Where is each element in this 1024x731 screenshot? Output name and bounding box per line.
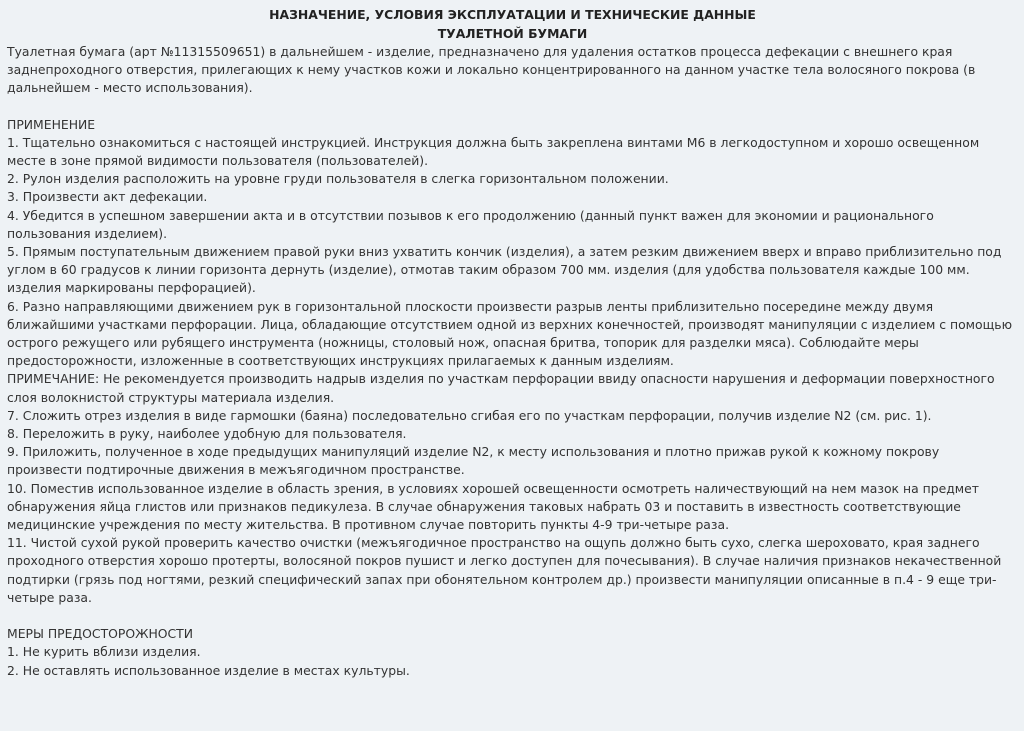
usage-item-10: 10. Поместив использованное изделие в область зрения, в условиях хорошей освещенности осмотреть наличествующий на нем мазок на предмет обнаружения яйца глистов или признаков педикулеза. В случае обнаружения таковых набрать 03 и поставить в известность соответствующие медицинские учреждения по месту жительства. В противном случае повторить пункты 4-9 три-четыре раза. [7,480,979,533]
intro-paragraph: Туалетная бумага (арт №11315509651) в дальнейшем - изделие, предназначено для удаления остатков процесса дефекации с внешнего края заднепроходного отверстия, прилегающих к нему участков кожи и локально концентрированного на данном участке тела волосяного покрова (в дальнейшем - место использования). [7,44,976,96]
usage-item-1: 1. Тщательно ознакомиться с настоящей инструкцией. Инструкция должна быть закреплена винтами М6 в легкодоступном и хорошо освещенном месте в зоне прямой видимости пользователя (пользователей). [7,134,980,169]
document-title [7,6,1018,43]
usage-heading: ПРИМЕНЕНИЕ [7,116,96,132]
usage-item-8: 8. Переложить в руку, наиболее удобную для пользователя. [7,426,407,442]
precautions-heading: МЕРЫ ПРЕДОСТОРОЖНОСТИ [7,626,194,642]
precautions-list [7,643,1018,679]
usage-list [7,134,1018,607]
title-line-2: ТУАЛЕТНОЙ БУМАГИ [437,25,588,41]
title-line-1: НАЗНАЧЕНИЕ, УСЛОВИЯ ЭКСПЛУАТАЦИИ И ТЕХНИЧЕСКИЕ ДАННЫЕ [269,7,756,22]
usage-item-9: 9. Приложить, полученное в ходе предыдущих манипуляций изделие N2, к месту использования и плотно прижав рукой к кожному покрову произвести подтирочные движения в межъягодичном пространстве. [7,444,940,478]
usage-note: ПРИМЕЧАНИЕ: Не рекомендуется производить надрыв изделия по участкам перфорации ввиду опасности нарушения и деформации поверхностного слоя волокнистой структуры материала изделия. [7,371,995,405]
precaution-item-1: 1. Не курить вблизи изделия. [7,644,201,660]
usage-item-2: 2. Рулон изделия расположить на уровне груди пользователя в слегка горизонтальном положении. [7,171,669,187]
precaution-item-2: 2. Не оставлять использованное изделие в местах культуры. [7,662,410,678]
usage-item-11: 11. Чистой сухой рукой проверить качество очистки (межъягодичное пространство на ощупь должно быть сухо, слегка шероховато, края заднего проходного отверстия хорошо протерты, волосяной покров пушист и легко доступен для почесывания). В случае наличия признаков некачественной подтирки (грязь под ногтями, резкий специфический запах при обонятельном контролем др.) произвести манипуляции описанные в п.4 - 9 еще три-четыре раза. [7,535,1002,605]
usage-item-4: 4. Убедится в успешном завершении акта и в отсутствии позывов к его продолжению (данный пункт важен для экономии и рационального пользования изделием). [7,207,934,241]
usage-item-5: 5. Прямым поступательным движением правой руки вниз ухватить кончик (изделия), а затем резким движением вверх и вправо приблизительно под углом в 60 градусов к линии горизонта дернуть (изделие), отмотав таким образом 700 мм. изделия (для удобства пользователя каждые 100 мм. изделия маркированы перфорацией). [7,244,1002,296]
usage-item-3: 3. Произвести акт дефекации. [7,189,208,205]
usage-item-6: 6. Разно направляющими движением рук в горизонтальной плоскости произвести разрыв ленты приблизительно посередине между двумя ближайшими участками перфорации. Лица, обладающие отсутствием одной из верхних конечностей, производят манипуляции с изделием с помощью острого режущего или рубящего инструмента (ножницы, столовый нож, опасная бритва, топорик для разделки мяса). Соблюдайте меры предосторожности, изложенные в соответствующих инструкциях прилагаемых к данным изделиям. [7,298,1013,369]
usage-item-7: 7. Сложить отрез изделия в виде гармошки (баяна) последовательно сгибая его по участкам перфорации, получив изделие N2 (см. рис. 1). [7,407,932,423]
